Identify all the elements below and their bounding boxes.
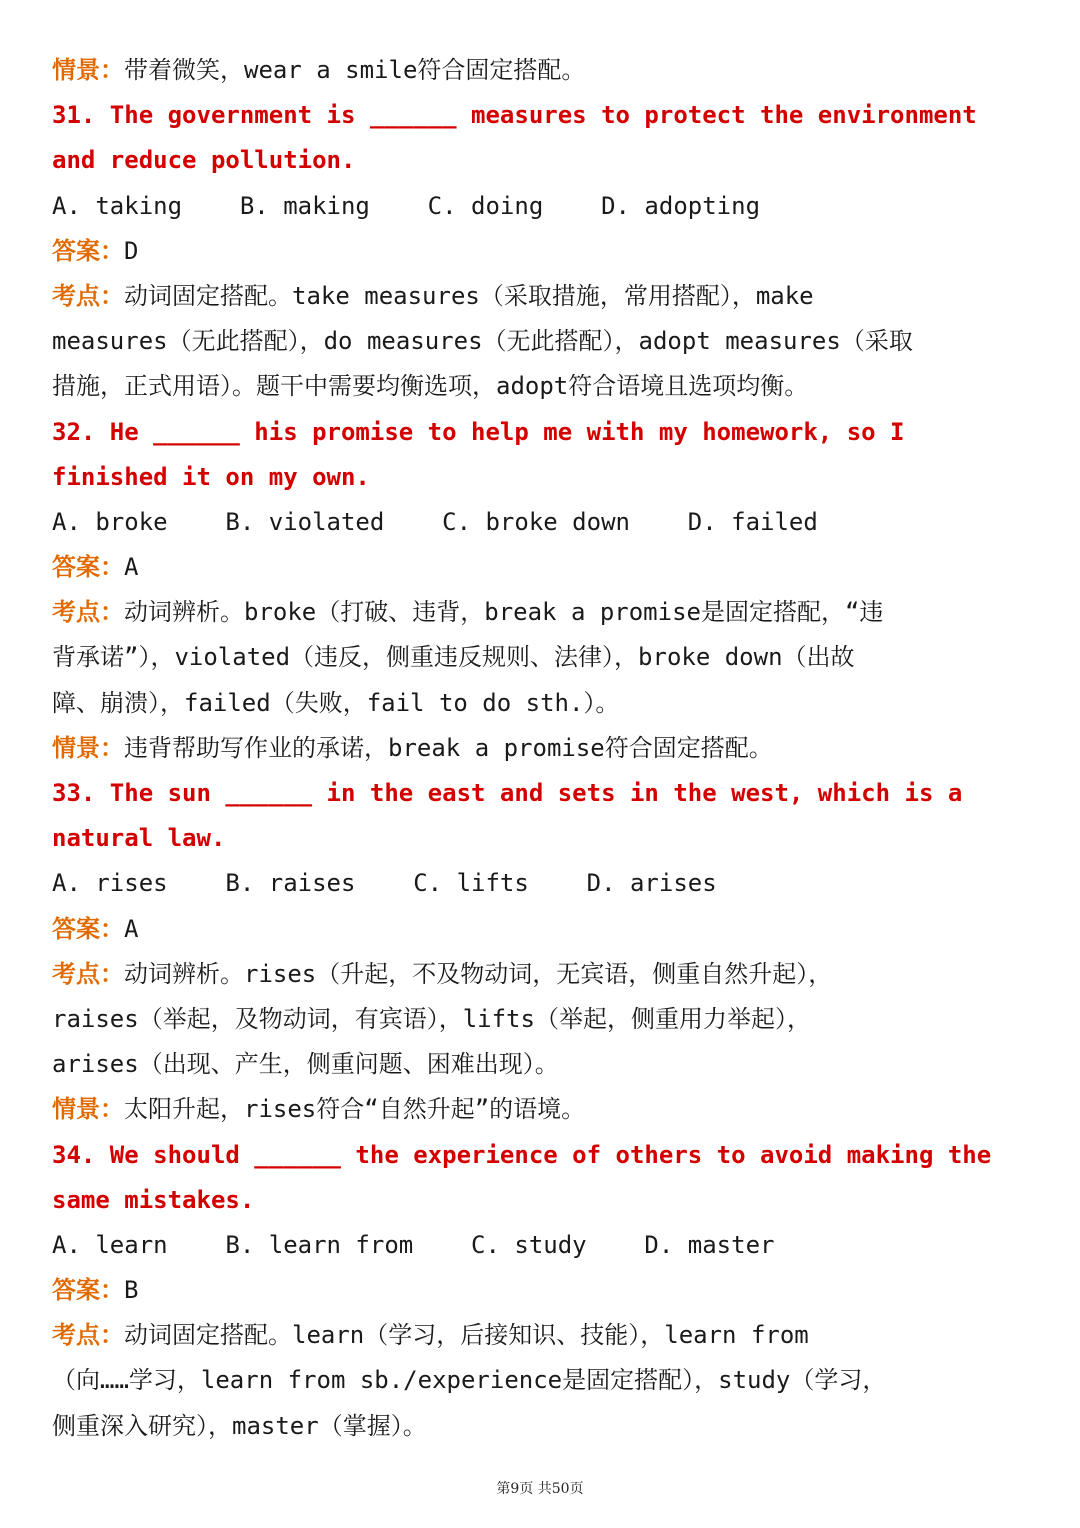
answer-line	[52, 907, 1042, 952]
answer-value: A	[124, 914, 139, 943]
point-text: 动词固定搭配。take measures（采取措施，常用搭配），make	[124, 281, 814, 310]
scene-label: 情景：	[52, 1095, 124, 1124]
answer-label: 答案：	[52, 553, 124, 582]
question-options: A. learn B. learn from C. study D. master	[52, 1230, 775, 1259]
point-line	[52, 274, 1042, 319]
answer-line	[52, 229, 1042, 274]
point-line	[52, 952, 1042, 997]
scene-line	[52, 48, 1042, 93]
question-stem: finished it on my own.	[52, 462, 370, 491]
point-text: （向……学习，learn from sb./experience是固定搭配），study（学习，	[52, 1366, 887, 1395]
question-stem: 34. We should ______ the experience of others to avoid making the	[52, 1140, 992, 1169]
point-label: 考点：	[52, 281, 124, 310]
scene-text: 违背帮助写作业的承诺，break a promise符合固定搭配。	[124, 733, 773, 762]
question-options: A. taking B. making C. doing D. adopting	[52, 191, 761, 220]
question-34	[52, 1133, 1042, 1449]
answer-label: 答案：	[52, 914, 124, 943]
question-options: A. rises B. raises C. lifts D. arises	[52, 869, 717, 898]
question-32	[52, 410, 1042, 772]
answer-value: A	[124, 553, 139, 582]
document-body	[52, 48, 1042, 1449]
scene-label: 情景：	[52, 733, 124, 762]
question-stem: same mistakes.	[52, 1185, 255, 1214]
point-text: arises（出现、产生，侧重问题、困难出现）。	[52, 1050, 559, 1079]
point-text: 障、崩溃），failed（失败，fail to do sth.）。	[52, 688, 620, 717]
question-stem: 33. The sun ______ in the east and sets in the west, which is a	[52, 779, 963, 807]
answer-label: 答案：	[52, 1276, 124, 1305]
question-33	[52, 771, 1042, 1133]
question-stem: natural law.	[52, 824, 226, 853]
scene-line	[52, 1087, 1042, 1132]
point-text: 动词辨析。broke（打破、违背，break a promise是固定搭配，“违	[124, 598, 884, 627]
point-line	[52, 590, 1042, 635]
question-stem: 32. He ______ his promise to help me with my homework, so I	[52, 417, 905, 446]
scene-text: 太阳升起，rises符合“自然升起”的语境。	[124, 1095, 586, 1124]
point-text: 动词固定搭配。learn（学习，后接知识、技能），learn from	[124, 1321, 809, 1350]
point-text: 措施，正式用语）。题干中需要均衡选项，adopt符合语境且选项均衡。	[52, 372, 809, 401]
answer-label: 答案：	[52, 236, 124, 265]
answer-value: B	[124, 1276, 139, 1305]
point-line	[52, 1313, 1042, 1358]
answer-line	[52, 545, 1042, 590]
point-text: 背承诺”），violated（违反，侧重违反规则、法律），broke down（出故	[52, 643, 855, 672]
point-text: 侧重深入研究），master（掌握）。	[52, 1411, 427, 1440]
question-31	[52, 93, 1042, 409]
page-number: 第9页 共50页	[496, 1481, 584, 1497]
point-label: 考点：	[52, 598, 124, 627]
point-label: 考点：	[52, 959, 124, 988]
scene-text: 带着微笑，wear a smile符合固定搭配。	[124, 56, 586, 84]
point-text: measures（无此搭配），do measures（无此搭配），adopt measures（采取	[52, 327, 913, 356]
point-label: 考点：	[52, 1321, 124, 1350]
question-stem: and reduce pollution.	[52, 146, 356, 175]
question-stem: 31. The government is ______ measures to protect the environment	[52, 101, 977, 130]
scene-line	[52, 726, 1042, 771]
question-options: A. broke B. violated C. broke down D. failed	[52, 507, 818, 536]
point-text: raises（举起，及物动词，有宾语），lifts（举起，侧重用力举起），	[52, 1004, 811, 1033]
answer-line	[52, 1268, 1042, 1313]
scene-label: 情景：	[52, 56, 124, 84]
point-text: 动词辨析。rises（升起，不及物动词，无宾语，侧重自然升起），	[124, 959, 833, 988]
answer-value: D	[124, 236, 139, 265]
